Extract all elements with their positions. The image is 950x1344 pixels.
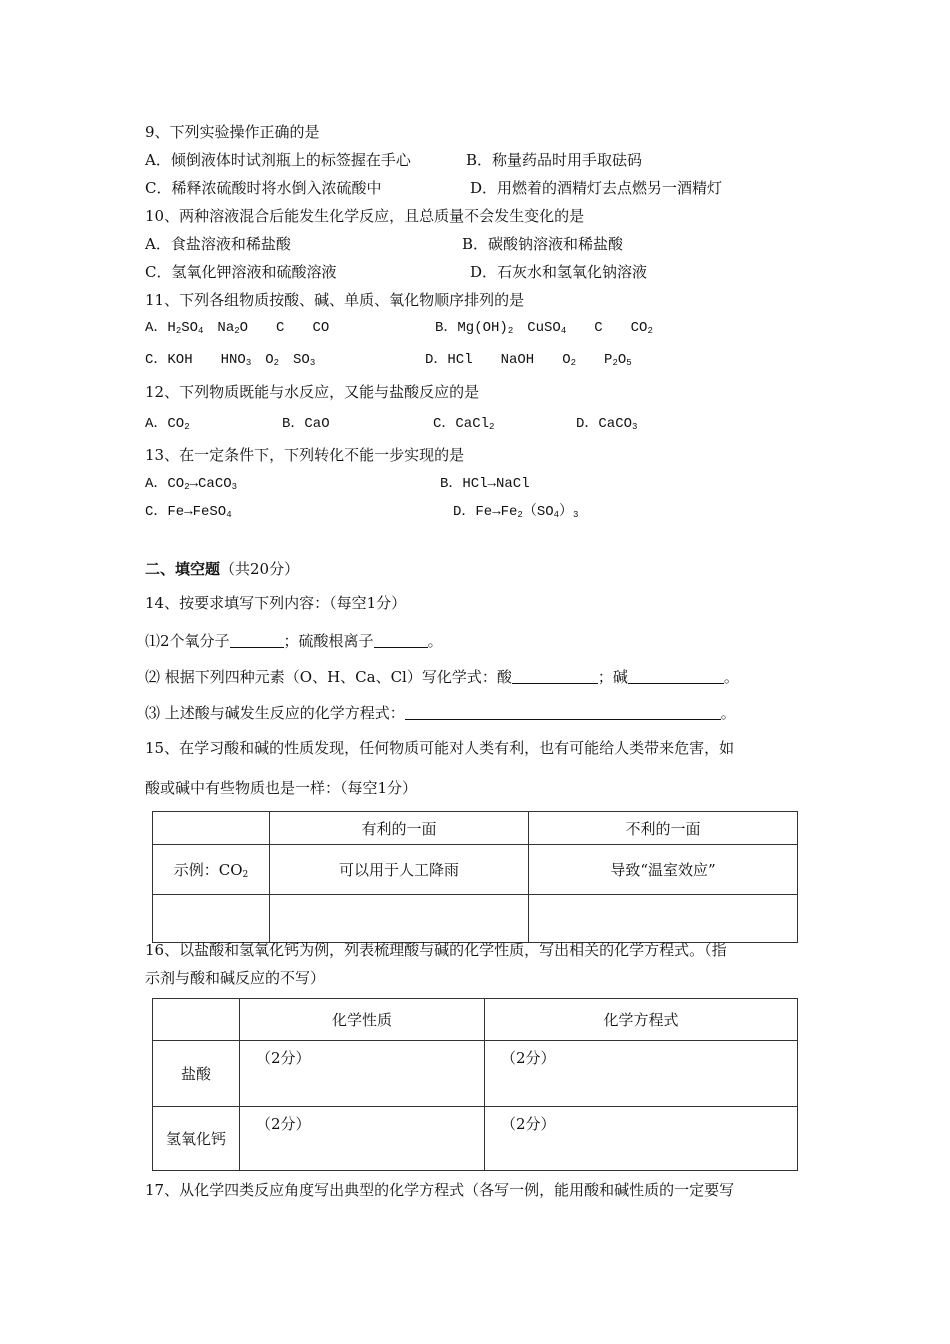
answer-cell[interactable]: （2分） [485,1041,798,1107]
q9-option-c: C．稀释浓硫酸时将水倒入浓硫酸中 [145,179,382,197]
table-header-equation: 化学方程式 [485,999,798,1041]
q14-part1: ⑴2个氧分子 ；硫酸根离子 。 [145,632,443,650]
answer-cell[interactable] [153,895,270,943]
q11-option-b: B．$Mg(OH)_2$ CuSO$_4$ C $CO_2$ [435,320,653,336]
q16-table [152,998,798,1171]
example-harm: 导致“温室效应” [529,845,798,895]
answer-cell[interactable] [529,895,798,943]
answer-blank[interactable] [628,668,724,684]
table-header-harm: 不利的一面 [529,812,798,845]
q13-option-d: D．$Fe\to Fe_2(SO_4)_3$ [453,504,579,520]
q10-option-a: A．食盐溶液和稀盐酸 [145,235,291,253]
row-label-hcl: 盐酸 [153,1041,240,1107]
q10-option-b: B．碳酸钠溶液和稀盐酸 [462,235,624,253]
q13-option-a: A．$CO_2\to CaCO_3$ [145,476,238,492]
table-corner-cell [153,999,240,1041]
row-label-caoh2: 氢氧化钙 [153,1107,240,1171]
answer-cell[interactable] [270,895,529,943]
answer-cell[interactable]: （2分） [240,1107,485,1171]
answer-cell[interactable]: （2分） [240,1041,485,1107]
q14-part2: ⑵ 根据下列四种元素（O、H、Ca、Cl）写化学式：酸 ；碱 。 [145,668,739,686]
answer-blank[interactable] [405,704,721,720]
q14-part3: ⑶ 上述酸与碱发生反应的化学方程式： 。 [145,704,736,722]
q15-line1: 15、在学习酸和碱的性质发现，任何物质可能对人类有利，也有可能给人类带来危害，如 [145,739,735,757]
q10-option-d: D．石灰水和氢氧化钠溶液 [470,263,648,281]
q12-option-a: A．$CO_2$ [145,416,190,432]
q12-option-b: B．CaO [282,416,330,432]
q13-option-b: B．HCl→NaCl [440,476,530,492]
q10-stem: 10、两种溶液混合后能发生化学反应，且总质量不会发生变化的是 [145,207,585,225]
answer-blank[interactable] [374,632,428,648]
q9-option-a: A．倾倒液体时试剂瓶上的标签握在手心 [145,151,411,169]
table-header-property: 化学性质 [240,999,485,1041]
q10-option-c: C．氢氧化钾溶液和硫酸溶液 [145,263,337,281]
q12-option-c: C．CaCl$_2$ [433,416,495,432]
q12-option-d: D．CaCO$_3$ [576,416,638,432]
q13-stem: 13、在一定条件下，下列转化不能一步实现的是 [145,446,465,464]
table-corner-cell [153,812,270,845]
q9-option-b: B．称量药品时用手取砝码 [466,151,643,169]
answer-blank[interactable] [230,632,284,648]
q16-line2: 示剂与酸和碱反应的不写） [145,969,326,987]
q11-option-c: C．KOH $HNO_3$ $O_2$ $SO_3$ [145,352,316,368]
q9-stem: 9、下列实验操作正确的是 [145,123,320,141]
q15-table [152,811,798,943]
q14-stem: 14、按要求填写下列内容：（每空1分） [145,594,407,612]
example-label: 示例：$CO_2$ [153,845,270,895]
q16-line1: 16、以盐酸和氢氧化钙为例，列表梳理酸与碱的化学性质，写出相关的化学方程式。（指 [145,941,727,959]
section-title: 二、填空题（共20分） [145,560,300,578]
table-header-benefit: 有利的一面 [270,812,529,845]
q13-option-c: C．Fe→FeSO$_4$ [145,504,232,520]
answer-cell[interactable]: （2分） [485,1107,798,1171]
q15-line2: 酸或碱中有些物质也是一样：（每空1分） [145,779,418,797]
q11-option-a: A．$H_2SO_4$ $Na_2O$ C CO [145,320,330,336]
q9-option-d: D．用燃着的酒精灯去点燃另一酒精灯 [470,179,723,197]
answer-blank[interactable] [512,668,598,684]
q12-stem: 12、下列物质既能与水反应，又能与盐酸反应的是 [145,383,480,401]
q11-option-d: D．HCl NaOH $O_2$ $P_2O_5$ [425,352,632,368]
q11-stem: 11、下列各组物质按酸、碱、单质、氧化物顺序排列的是 [145,291,525,309]
q17-line1: 17、从化学四类反应角度写出典型的化学方程式（各写一例，能用酸和碱性质的一定要写 [145,1181,735,1199]
example-benefit: 可以用于人工降雨 [270,845,529,895]
